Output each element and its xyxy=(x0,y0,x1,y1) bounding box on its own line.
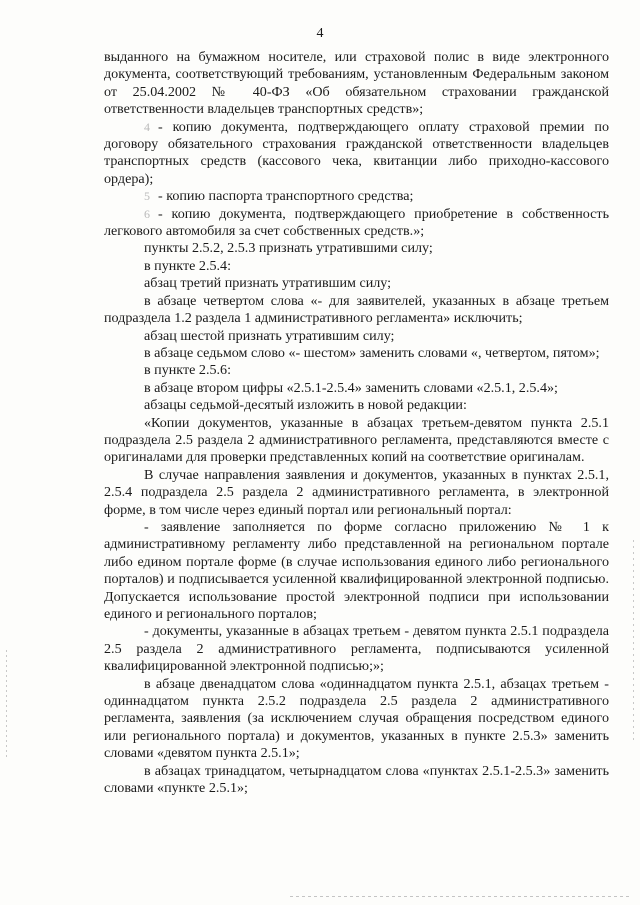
paragraph: 4 - копию документа, подтверждающего оплату страховой премии по договору обязательного страхования гражданской ответственности владельцев транспортных средств (кассового чека, квитанции либо приходно-кассового ордера); xyxy=(104,118,609,187)
paragraph: «Копии документов, указанные в абзацах третьем-девятом пункта 2.5.1 подраздела 2.5 раздела 2 административного регламента, представляются вместе с оригиналами для проверки представленных копий на соответствие оригиналам. xyxy=(104,414,609,466)
paragraph: в абзаце втором цифры «2.5.1-2.5.4» заменить словами «2.5.1, 2.5.4»; xyxy=(144,379,558,396)
paragraph: - документы, указанные в абзацах третьем - девятом пункта 2.5.1 подраздела 2.5 раздела 2 административного регламента, подписываются усиленной квалифицированной электронной подписью;»; xyxy=(104,623,609,675)
handwritten-mark: 4 xyxy=(144,119,150,134)
scan-artifact xyxy=(633,540,634,740)
paragraph: в абзаце седьмом слово «- шестом» заменить словами «, четвертом, пятом»; xyxy=(144,344,600,361)
paragraph: в пункте 2.5.6: xyxy=(144,362,232,379)
paragraph: 5 - копию паспорта транспортного средства; xyxy=(144,188,414,205)
paragraph: абзац шестой признать утратившим силу; xyxy=(144,327,395,344)
handwritten-mark: 5 xyxy=(144,189,150,204)
paragraph: выданного на бумажном носителе, или страховой полис в виде электронного документа, соответствующий требованиям, установленным Федеральным законом от 25.04.2002 № 40-ФЗ «Об обязательном страховании гражданской ответственности владельцев транспортных средств»; xyxy=(104,49,609,118)
paragraph: 6 - копию документа, подтверждающего приобретение в собственность легкового автомобиля за счет собственных средств.»; xyxy=(104,205,609,240)
paragraph: пункты 2.5.2, 2.5.3 признать утратившими силу; xyxy=(144,240,433,257)
paragraph: в абзаце четвертом слова «- для заявителей, указанных в абзаце третьем подраздела 1.2 раздела 1 административного регламента» исключить; xyxy=(104,292,609,327)
document-body xyxy=(104,49,609,797)
paragraph: В случае направления заявления и документов, указанных в пунктах 2.5.1, 2.5.4 подраздела 2.5 раздела 2 административного регламента, в электронной форме, в том числе через единый портал или региональный портал: xyxy=(104,466,609,518)
paragraph: абзацы седьмой-десятый изложить в новой редакции: xyxy=(144,397,467,414)
paragraph: - заявление заполняется по форме согласно приложению № 1 к административному регламенту либо представленной на региональном портале либо едином портале форме (в случае использования единого либо регионального порталов) и подписывается усиленной квалифицированной электронной подписью. Допускается использование простой электронной подписи при использовании единого и регионального порталов; xyxy=(104,518,609,622)
paragraph: в абзацах тринадцатом, четырнадцатом слова «пунктах 2.5.1-2.5.3» заменить словами «пункте 2.5.1»; xyxy=(104,762,609,797)
page-number: 4 xyxy=(316,26,324,41)
paragraph: абзац третий признать утратившим силу; xyxy=(144,275,392,292)
paragraph: в абзаце двенадцатом слова «одиннадцатом пункта 2.5.1, абзацах третьем - одиннадцатом пункта 2.5.2 подраздела 2.5 раздела 2 административного регламента, заявления (за исключением случая обращения посредством единого или регионального портала) и документов, указанных в пункте 2.5.3» заменить словами «девятом пункта 2.5.1»; xyxy=(104,675,609,762)
scan-artifact xyxy=(290,896,630,897)
scan-artifact xyxy=(6,650,7,760)
handwritten-mark: 6 xyxy=(144,206,150,221)
paragraph: в пункте 2.5.4: xyxy=(144,257,232,274)
